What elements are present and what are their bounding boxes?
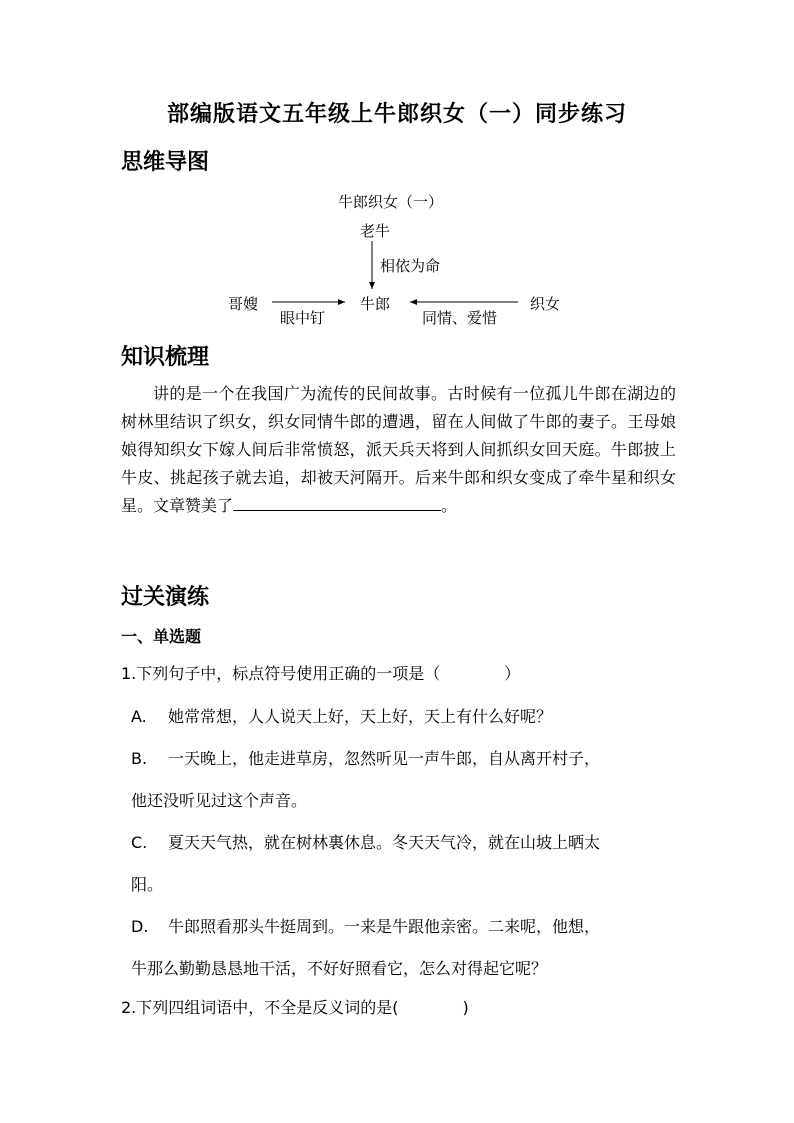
- option-letter: A.: [131, 707, 147, 726]
- mind-map-root: 牛郎织女（一）: [338, 193, 444, 211]
- option-text: 她常常想，人人说天上好，天上好，天上有什么好呢？: [168, 707, 553, 726]
- fill-in-blank[interactable]: [233, 492, 441, 511]
- question-1-option-d[interactable]: [131, 906, 676, 990]
- practice-heading: 过关演练: [121, 585, 210, 610]
- knowledge-heading: 知识梳理: [121, 345, 210, 370]
- node-niulang: 牛郎: [360, 295, 391, 313]
- option-text-continued: 阳。: [131, 875, 164, 894]
- option-letter: D.: [131, 917, 149, 936]
- mind-map: [0, 185, 794, 335]
- knowledge-text: 讲的是一个在我国广为流传的民间故事。古时候有一位孤儿牛郎在湖边的树林里结识了织女，织女同情牛郎的遭遇，留在人间做了牛郎的妻子。王母娘娘得知织女下嫁人间后非常愤怒，派天兵天将到人间抓织女回天庭。牛郎披上牛皮、挑起孩子就去追，却被天河隔开。后来牛郎和织女变成了牵牛星和织女星。文章赞美了: [121, 384, 676, 515]
- option-text: 夏天天气热，就在树林裏休息。冬天天气冷，就在山坡上晒太: [168, 833, 601, 852]
- question-1-stem: 1.下列句子中，标点符号使用正确的一项是（ ）: [121, 664, 521, 683]
- mind-map-heading: 思维导图: [121, 150, 210, 175]
- question-type-heading: 一、单选题: [121, 627, 202, 646]
- relation-right: 同情、爱惜: [422, 309, 498, 327]
- option-letter: B.: [131, 749, 148, 768]
- node-old-ox: 老牛: [360, 222, 391, 240]
- option-text-continued: 牛那么勤勤恳恳地干活，不好好照看它，怎么对得起它呢？: [131, 959, 548, 978]
- option-text: 一天晚上，他走进草房，忽然听见一声牛郎，自从离开村子，: [168, 749, 601, 768]
- question-2-stem: 2.下列四组词语中，不全是反义词的是( ): [121, 998, 469, 1017]
- option-letter: C.: [131, 833, 148, 852]
- option-text: 牛郎照看那头牛挺周到。一来是牛跟他亲密。二来呢，他想，: [168, 917, 601, 936]
- question-1-option-a[interactable]: [131, 696, 676, 738]
- node-zhinu: 织女: [530, 295, 561, 313]
- option-text-continued: 他还没听见过这个声音。: [131, 791, 308, 810]
- knowledge-end: 。: [441, 496, 458, 515]
- page-title: 部编版语文五年级上牛郎织女（一）同步练习: [166, 102, 627, 127]
- node-brother-in-law: 哥嫂: [228, 295, 259, 313]
- question-1-option-c[interactable]: [131, 822, 676, 906]
- knowledge-paragraph: [121, 380, 676, 520]
- relation-top: 相依为命: [380, 257, 441, 275]
- relation-left: 眼中钉: [280, 309, 326, 327]
- question-1-option-b[interactable]: [131, 738, 676, 822]
